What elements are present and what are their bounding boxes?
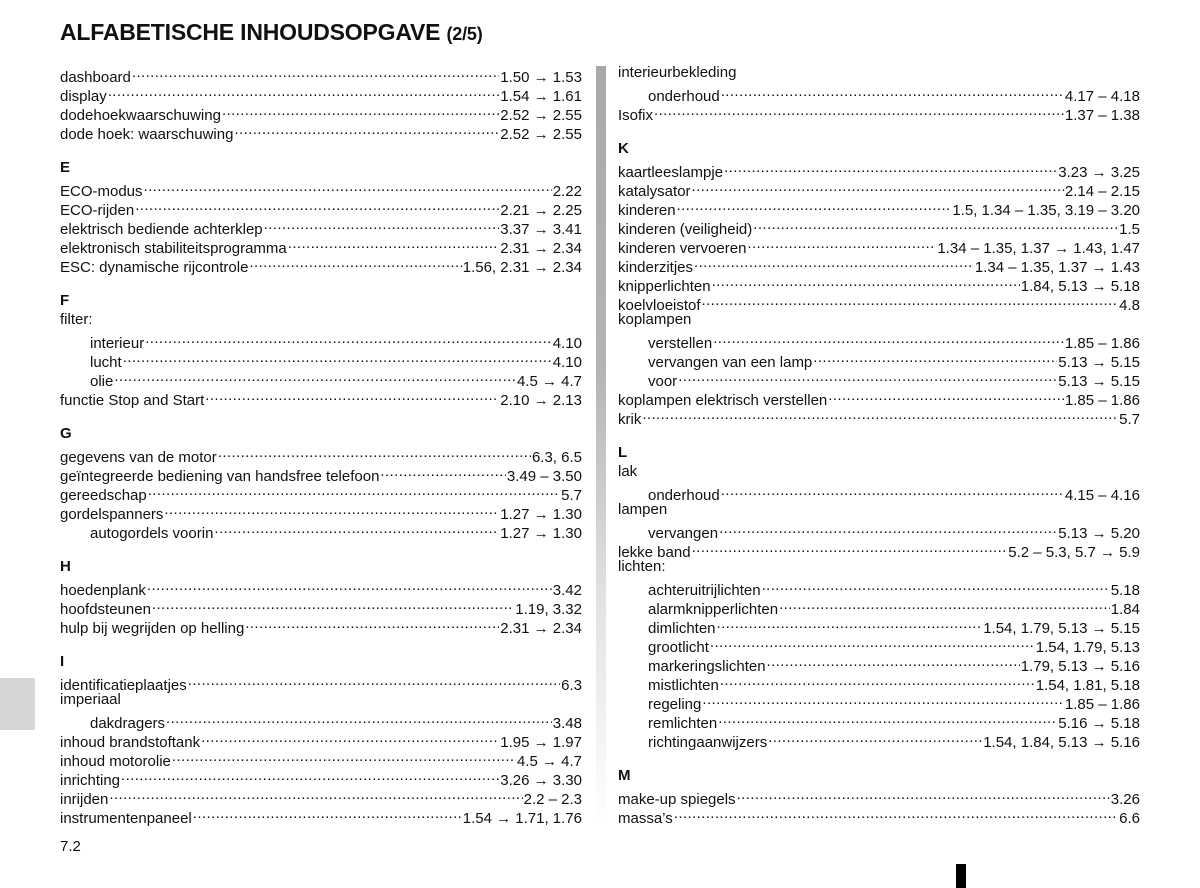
dot-leader	[718, 709, 1057, 728]
entry-pages: 1.19, 3.32	[515, 601, 582, 618]
entry-label: mistlichten	[648, 677, 719, 694]
entry-label: Isofix	[618, 107, 654, 124]
dot-leader	[147, 576, 552, 595]
entry-pages: 4.10	[552, 354, 582, 371]
entry-label: dimlichten	[648, 620, 716, 637]
index-subentry[interactable]	[60, 348, 582, 371]
entry-label: autogordels voorin	[90, 525, 214, 542]
entry-pages: 1.50 → 1.53	[500, 69, 582, 86]
index-entry[interactable]	[618, 158, 1140, 181]
entry-pages: 1.85 – 1.86	[1064, 335, 1140, 352]
entry-pages: 4.8	[1119, 297, 1140, 314]
dot-leader	[713, 329, 1064, 348]
entry-pages: 5.7	[561, 487, 582, 504]
index-entry[interactable]	[60, 177, 582, 200]
dot-leader	[222, 101, 499, 120]
entry-pages: 3.48	[552, 715, 582, 732]
dot-leader	[123, 348, 552, 367]
entry-pages: 1.79, 5.13 → 5.16	[1020, 658, 1140, 675]
dot-leader	[720, 671, 1035, 690]
index-entry[interactable]	[618, 101, 1140, 124]
entry-pages: 5.13 → 5.15	[1058, 373, 1140, 390]
dot-leader	[712, 272, 1020, 291]
entry-pages: 1.85 – 1.86	[1064, 696, 1140, 713]
entry-pages: 2.52 → 2.55	[500, 107, 582, 124]
entry-label: ESC: dynamische rijcontrole	[60, 259, 249, 276]
index-entry[interactable]	[60, 785, 582, 808]
entry-label: elektronisch stabiliteitsprogramma	[60, 240, 287, 257]
dot-leader	[135, 196, 499, 215]
entry-label: alarmknipperlichten	[648, 601, 779, 618]
section-letter-m: M	[618, 767, 631, 784]
section-letter-i: I	[60, 653, 65, 670]
entry-label: regeling	[648, 696, 702, 713]
dot-leader	[642, 405, 1118, 424]
dot-leader	[249, 253, 461, 272]
dot-leader	[721, 481, 1064, 500]
entry-label: onderhoud	[648, 88, 720, 105]
entry-label: kinderzitjes	[618, 259, 694, 276]
entry-label: vervangen van een lamp	[648, 354, 813, 371]
dot-leader	[121, 766, 499, 785]
dot-leader	[717, 614, 983, 633]
entry-pages: 5.7	[1119, 411, 1140, 428]
index-entry[interactable]	[60, 576, 582, 599]
entry-pages: 1.54, 1.81, 5.18	[1035, 677, 1140, 694]
entry-pages: 1.95 → 1.97	[500, 734, 582, 751]
dot-leader	[234, 120, 499, 139]
entry-label: dode hoek: waarschuwing	[60, 126, 234, 143]
entry-pages: 1.54, 1.84, 5.13 → 5.16	[983, 734, 1140, 751]
entry-label: ECO-modus	[60, 183, 143, 200]
index-subentry[interactable]	[60, 367, 582, 390]
dot-leader	[201, 728, 499, 747]
index-column-right	[618, 63, 1140, 827]
entry-label: hoedenplank	[60, 582, 146, 599]
section-letter-h: H	[60, 558, 71, 575]
index-group-heading: lichten:	[618, 558, 666, 575]
entry-pages: 2.52 → 2.55	[500, 126, 582, 143]
entry-label: lekke band	[618, 544, 691, 561]
dot-leader	[828, 386, 1064, 405]
entry-pages: 2.2 – 2.3	[523, 791, 582, 808]
index-subentry[interactable]	[618, 519, 1140, 542]
entry-label: richtingaanwijzers	[648, 734, 768, 751]
index-entry[interactable]	[618, 785, 1140, 808]
dot-leader	[148, 481, 560, 500]
entry-label: grootlicht	[648, 639, 709, 656]
index-entry[interactable]	[60, 196, 582, 219]
dot-leader	[767, 652, 1020, 671]
dot-leader	[762, 576, 1110, 595]
print-crop-mark	[956, 864, 966, 888]
entry-pages: 1.84	[1110, 601, 1140, 618]
dot-leader	[108, 82, 500, 101]
entry-pages: 1.54 → 1.61	[500, 88, 582, 105]
section-letter-l: L	[618, 444, 628, 461]
dot-leader	[205, 386, 499, 405]
dot-leader	[172, 747, 516, 766]
index-group-heading: lak	[618, 463, 638, 480]
entry-label: kaartleeslampje	[618, 164, 724, 181]
entry-pages: 5.16 → 5.18	[1058, 715, 1140, 732]
entry-label: ECO-rijden	[60, 202, 135, 219]
entry-pages: 4.5 → 4.7	[516, 373, 582, 390]
entry-label: elektrisch bediende achterklep	[60, 221, 263, 238]
index-subentry[interactable]	[60, 329, 582, 352]
entry-label: vervangen	[648, 525, 719, 542]
entry-label: inhoud motorolie	[60, 753, 171, 770]
index-subentry[interactable]	[618, 576, 1140, 599]
index-group-heading: interieurbekleding	[618, 64, 737, 81]
dot-leader	[678, 367, 1057, 386]
dot-leader	[109, 785, 522, 804]
dot-leader	[214, 519, 499, 538]
entry-pages: 2.10 → 2.13	[500, 392, 582, 409]
page-title	[60, 19, 483, 46]
entry-label: hoofdsteunen	[60, 601, 151, 618]
entry-pages: 5.2 – 5.3, 5.7 → 5.9	[1008, 544, 1140, 561]
entry-label: markeringslichten	[648, 658, 766, 675]
entry-label: interieur	[90, 335, 145, 352]
entry-pages: 1.5	[1119, 221, 1140, 238]
entry-pages: 3.26	[1110, 791, 1140, 808]
entry-label: katalysator	[618, 183, 691, 200]
index-entry[interactable]	[60, 63, 582, 86]
dot-leader	[188, 671, 560, 690]
dot-leader	[132, 63, 499, 82]
entry-pages: 2.21 → 2.25	[500, 202, 582, 219]
entry-label: remlichten	[648, 715, 718, 732]
entry-pages: 5.13 → 5.15	[1058, 354, 1140, 371]
entry-label: koplampen elektrisch verstellen	[618, 392, 828, 409]
entry-label: display	[60, 88, 107, 105]
entry-pages: 3.49 – 3.50	[506, 468, 582, 485]
entry-label: onderhoud	[648, 487, 720, 504]
entry-pages: 2.31 → 2.34	[500, 620, 582, 637]
section-letter-g: G	[60, 425, 72, 442]
index-group-heading: filter:	[60, 311, 93, 328]
entry-label: olie	[90, 373, 114, 390]
entry-label: koelvloeistof	[618, 297, 701, 314]
index-entry[interactable]	[618, 804, 1140, 827]
dot-leader	[692, 538, 1008, 557]
entry-pages: 1.34 – 1.35, 1.37 → 1.43	[974, 259, 1140, 276]
entry-label: hulp bij wegrijden op helling	[60, 620, 245, 637]
index-group-heading: lampen	[618, 501, 668, 518]
entry-pages: 1.27 → 1.30	[500, 506, 582, 523]
entry-pages: 6.3	[561, 677, 582, 694]
entry-label: inrichting	[60, 772, 121, 789]
index-entry[interactable]	[618, 196, 1140, 219]
dot-leader	[677, 196, 952, 215]
entry-label: inrijden	[60, 791, 109, 808]
entry-pages: 4.10	[552, 335, 582, 352]
dot-leader	[813, 348, 1057, 367]
entry-label: kinderen vervoeren	[618, 240, 747, 257]
dot-leader	[702, 690, 1064, 709]
entry-label: dashboard	[60, 69, 131, 86]
index-entry[interactable]	[618, 405, 1140, 428]
chapter-tab-marker	[0, 678, 35, 730]
entry-pages: 4.5 → 4.7	[516, 753, 582, 770]
column-divider	[596, 66, 606, 826]
entry-label: verstellen	[648, 335, 713, 352]
dot-leader	[218, 443, 531, 462]
index-subentry[interactable]	[618, 329, 1140, 352]
entry-pages: 1.56, 2.31 → 2.34	[462, 259, 582, 276]
entry-pages: 3.26 → 3.30	[500, 772, 582, 789]
dot-leader	[114, 367, 516, 386]
dot-leader	[692, 177, 1064, 196]
index-entry[interactable]	[60, 443, 582, 466]
dot-leader	[737, 785, 1110, 804]
entry-label: achteruitrijlichten	[648, 582, 761, 599]
entry-pages: 5.13 → 5.20	[1058, 525, 1140, 542]
entry-pages: 6.6	[1119, 810, 1140, 827]
dot-leader	[380, 462, 506, 481]
entry-label: functie Stop and Start	[60, 392, 205, 409]
index-entry[interactable]	[60, 386, 582, 409]
index-entry[interactable]	[618, 386, 1140, 409]
dot-leader	[721, 82, 1064, 101]
index-entry[interactable]	[618, 177, 1140, 200]
entry-pages: 1.84, 5.13 → 5.18	[1020, 278, 1140, 295]
entry-label: krik	[618, 411, 642, 428]
dot-leader	[710, 633, 1035, 652]
index-subentry[interactable]	[618, 481, 1140, 504]
entry-label: voor	[648, 373, 678, 390]
entry-pages: 1.37 – 1.38	[1064, 107, 1140, 124]
entry-pages: 1.34 – 1.35, 1.37 → 1.43, 1.47	[937, 240, 1140, 257]
entry-label: make-up spiegels	[618, 791, 736, 808]
dot-leader	[779, 595, 1110, 614]
entry-label: identificatieplaatjes	[60, 677, 187, 694]
dot-leader	[747, 234, 936, 253]
dot-leader	[719, 519, 1057, 538]
dot-leader	[145, 329, 552, 348]
entry-pages: 3.42	[552, 582, 582, 599]
dot-leader	[654, 101, 1064, 120]
page-title-part-indicator: (2/5)	[446, 24, 483, 44]
entry-label: gordelspanners	[60, 506, 164, 523]
entry-pages: 2.14 – 2.15	[1064, 183, 1140, 200]
entry-pages: 1.54, 1.79, 5.13 → 5.15	[983, 620, 1140, 637]
page-title-text: ALFABETISCHE INHOUDSOPGAVE	[60, 19, 441, 45]
entry-pages: 1.85 – 1.86	[1064, 392, 1140, 409]
dot-leader	[144, 177, 552, 196]
entry-pages: 1.54, 1.79, 5.13	[1035, 639, 1140, 656]
entry-label: dodehoekwaarschuwing	[60, 107, 221, 124]
dot-leader	[193, 804, 462, 823]
entry-pages: 1.54 → 1.71, 1.76	[462, 810, 582, 827]
section-letter-e: E	[60, 159, 71, 176]
entry-label: inhoud brandstoftank	[60, 734, 201, 751]
entry-pages: 3.37 → 3.41	[500, 221, 582, 238]
dot-leader	[264, 215, 500, 234]
dot-leader	[768, 728, 982, 747]
dot-leader	[674, 804, 1118, 823]
entry-label: knipperlichten	[618, 278, 711, 295]
entry-label: instrumentenpaneel	[60, 810, 192, 827]
dot-leader	[245, 614, 499, 633]
dot-leader	[694, 253, 974, 272]
entry-pages: 4.15 – 4.16	[1064, 487, 1140, 504]
dot-leader	[753, 215, 1118, 234]
dot-leader	[164, 500, 499, 519]
dot-leader	[166, 709, 552, 728]
entry-pages: 3.23 → 3.25	[1058, 164, 1140, 181]
entry-label: dakdragers	[90, 715, 166, 732]
index-subentry[interactable]	[618, 82, 1140, 105]
index-entry[interactable]	[60, 804, 582, 827]
entry-pages: 1.27 → 1.30	[500, 525, 582, 542]
page-number: 7.2	[60, 838, 81, 855]
entry-label: kinderen	[618, 202, 676, 219]
entry-label: gegevens van de motor	[60, 449, 217, 466]
entry-label: gereedschap	[60, 487, 147, 504]
entry-pages: 5.18	[1110, 582, 1140, 599]
index-entry[interactable]	[618, 215, 1140, 238]
entry-label: kinderen (veiligheid)	[618, 221, 753, 238]
entry-label: lucht	[90, 354, 122, 371]
index-entry[interactable]	[60, 766, 582, 789]
index-subentry[interactable]	[60, 709, 582, 732]
entry-pages: 4.17 – 4.18	[1064, 88, 1140, 105]
entry-label: geïntegreerde bediening van handsfree telefoon	[60, 468, 380, 485]
dot-leader	[288, 234, 500, 253]
section-letter-k: K	[618, 140, 629, 157]
section-letter-f: F	[60, 292, 70, 309]
index-column-left	[60, 63, 582, 827]
entry-pages: 2.22	[552, 183, 582, 200]
entry-pages: 1.5, 1.34 – 1.35, 3.19 – 3.20	[952, 202, 1140, 219]
entry-label: massa’s	[618, 810, 673, 827]
dot-leader	[724, 158, 1057, 177]
entry-pages: 2.31 → 2.34	[500, 240, 582, 257]
index-entry[interactable]	[60, 671, 582, 694]
dot-leader	[702, 291, 1119, 310]
index-group-heading: imperiaal	[60, 691, 121, 708]
entry-pages: 6.3, 6.5	[531, 449, 582, 466]
dot-leader	[152, 595, 514, 614]
index-group-heading: koplampen	[618, 311, 692, 328]
